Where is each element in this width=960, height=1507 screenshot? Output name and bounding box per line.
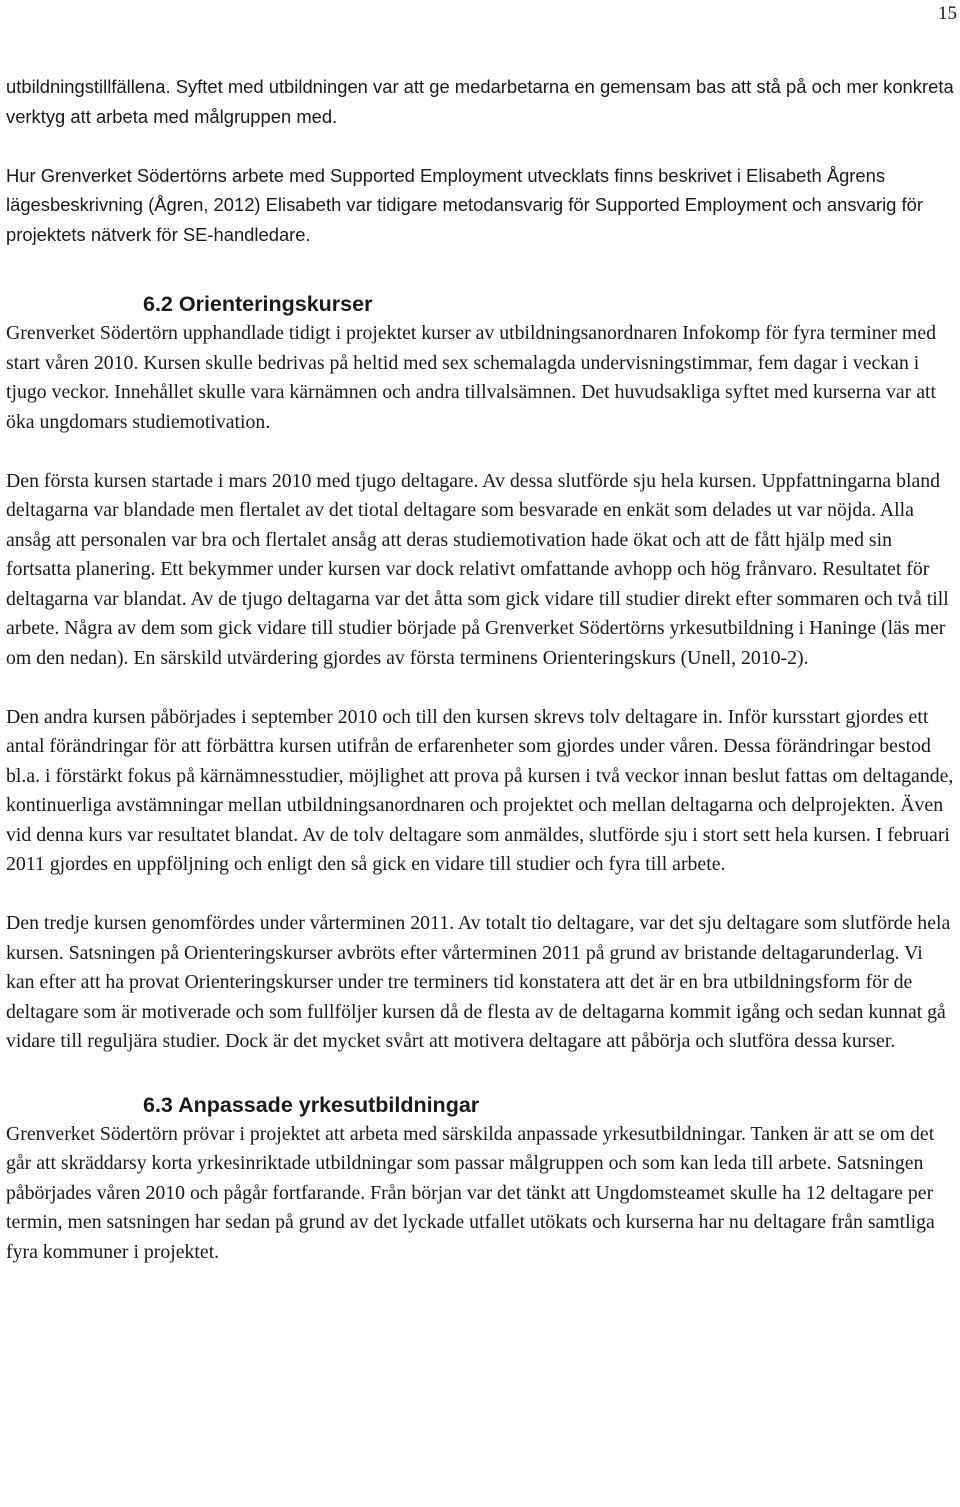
- intro-paragraph: utbildningstillfällena. Syftet med utbildningen var att ge medarbetarna en gemensam bas att stå på och mer konkreta verktyg att arbeta med målgruppen med.: [6, 76, 954, 127]
- section-heading-6-2: 6.2 Orienteringskurser: [143, 292, 373, 316]
- section-heading-6-3: 6.3 Anpassade yrkesutbildningar: [143, 1092, 480, 1117]
- paragraph: Den tredje kursen genomfördes under vårterminen 2011. Av totalt tio deltagare, var det sju deltagare som slutförde hela kursen. Satsningen på Orienteringskurser avbröts efter vårterminen 2011 på grund av bristande deltagarunderlag. Vi kan efter att ha provat Orienteringskurser under tre terminers tid konstatera att det är en bra utbildningsform för de deltagare som är motiverade och som fullföljer kursen då de flesta av de deltagarna kommit igång och sedan kunnat gå vidare till reguljära studier. Dock är det mycket svårt att motivera deltagare att påbörja och slutföra dessa kurser.: [6, 912, 951, 1052]
- page-number: 15: [938, 3, 957, 24]
- paragraph: Grenverket Södertörn prövar i projektet att arbeta med särskilda anpassade yrkesutbildningar. Tanken är att se om det går att skräddarsy korta yrkesinriktade utbildningar som passar målgruppen och som kan leda till arbete. Satsningen påbörjades våren 2010 och pågår fortfarande. Från början var det tänkt att Ungdomsteamet skulle ha 12 deltagare per termin, men satsningen har sedan på grund av det lyckade utfallet utökats och kurserna har nu deltagare från samtliga fyra kommuner i projektet.: [6, 1122, 935, 1263]
- paragraph: Den andra kursen påbörjades i september 2010 och till den kursen skrevs tolv deltagare in. Inför kursstart gjordes ett antal förändringar för att förbättra kursen utifrån de erfarenheter som gjordes under våren. Dessa förändringar bestod bl.a. i förstärkt fokus på kärnämnesstudier, möjlighet att prova på kursen i två veckor innan beslut fattas om deltagande, kontinuerliga avstämningar mellan utbildningsanordnaren och projektet och mellan deltagarna och delprojekten. Även vid denna kurs var resultatet blandat. Av de tolv deltagare som anmäldes, slutförde sju i stort sett hela kursen. I februari 2011 gjordes en uppföljning och enligt den så gick en vidare till studier och fyra till arbete.: [6, 705, 954, 875]
- history-paragraph: Hur Grenverket Södertörns arbete med Supported Employment utvecklats finns beskrivet i Elisabeth Ågrens lägesbeskrivning (Ågren, 2012) Elisabeth var tidigare metodansvarig för Supported Employment och ansvarig för projektets nätverk för SE-handledare.: [6, 164, 923, 245]
- paragraph: Den första kursen startade i mars 2010 med tjugo deltagare. Av dessa slutförde sju hela kursen. Uppfattningarna bland deltagarna var blandade men flertalet av det tiotal deltagare som besvarade en enkät som delades ut var nöjda. Alla ansåg att personalen var bra och flertalet ansåg att deras studiemotivation hade ökat och att de fått hjälp med sin fortsatta planering. Ett bekymmer under kursen var dock relativt omfattande avhopp och hög frånvaro. Resultatet för deltagarna var blandat. Av de tjugo deltagarna var det åtta som gick vidare till studier direkt efter sommaren och två till arbete. Några av dem som gick vidare till studier började på Grenverket Södertörns yrkesutbildning i Haninge (läs mer om den nedan). En särskild utvärdering gjordes av första terminens Orienteringskurs (Unell, 2010-2).: [6, 469, 949, 669]
- paragraph: Grenverket Södertörn upphandlade tidigt i projektet kurser av utbildningsanordnaren Infokomp för fyra terminer med start våren 2010. Kursen skulle bedrivas på heltid med sex schemalagda undervisningstimmar, fem dagar i veckan i tjugo veckor. Innehållet skulle vara kärnämnen och andra tillvalsämnen. Det huvudsakliga syftet med kurserna var att öka ungdomars studiemotivation.: [6, 322, 936, 433]
- document-body: [6, 72, 956, 1267]
